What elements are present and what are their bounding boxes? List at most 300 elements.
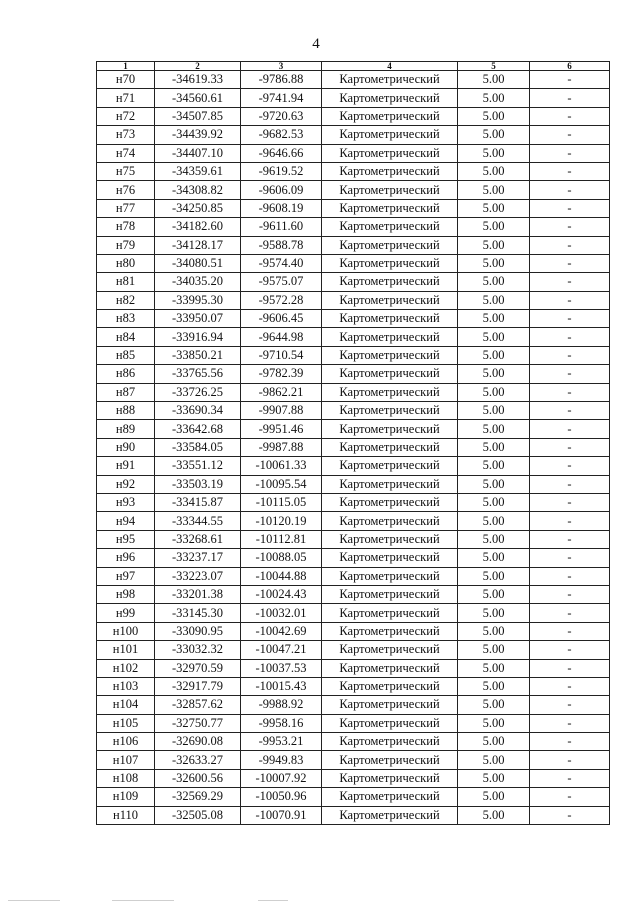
note-cell: - (530, 788, 610, 806)
y-coordinate-cell: -9951.46 (241, 420, 322, 438)
note-cell: - (530, 126, 610, 144)
method-cell: Картометрический (322, 126, 458, 144)
y-coordinate-cell: -9720.63 (241, 107, 322, 125)
note-cell: - (530, 567, 610, 585)
y-coordinate-cell: -9958.16 (241, 714, 322, 732)
table-header-row (97, 62, 610, 71)
point-id-cell: н91 (97, 457, 155, 475)
method-cell: Картометрический (322, 291, 458, 309)
table-body (97, 71, 610, 825)
x-coordinate-cell: -32569.29 (155, 788, 241, 806)
accuracy-cell: 5.00 (458, 438, 530, 456)
table-row (97, 365, 610, 383)
method-cell: Картометрический (322, 310, 458, 328)
note-cell: - (530, 475, 610, 493)
table-row (97, 677, 610, 695)
note-cell: - (530, 402, 610, 420)
y-coordinate-cell: -10095.54 (241, 475, 322, 493)
x-coordinate-cell: -34308.82 (155, 181, 241, 199)
accuracy-cell: 5.00 (458, 402, 530, 420)
y-coordinate-cell: -9575.07 (241, 273, 322, 291)
table-row (97, 567, 610, 585)
table-row (97, 346, 610, 364)
point-id-cell: н110 (97, 806, 155, 824)
x-coordinate-cell: -34407.10 (155, 144, 241, 162)
accuracy-cell: 5.00 (458, 236, 530, 254)
table-row (97, 696, 610, 714)
x-coordinate-cell: -33503.19 (155, 475, 241, 493)
point-id-cell: н95 (97, 530, 155, 548)
point-id-cell: н105 (97, 714, 155, 732)
x-coordinate-cell: -32690.08 (155, 733, 241, 751)
note-cell: - (530, 769, 610, 787)
point-id-cell: н96 (97, 549, 155, 567)
x-coordinate-cell: -32970.59 (155, 659, 241, 677)
accuracy-cell: 5.00 (458, 677, 530, 695)
accuracy-cell: 5.00 (458, 788, 530, 806)
y-coordinate-cell: -10061.33 (241, 457, 322, 475)
table-row (97, 162, 610, 180)
table-row (97, 641, 610, 659)
page-edge-mark (8, 900, 60, 901)
y-coordinate-cell: -10007.92 (241, 769, 322, 787)
x-coordinate-cell: -33584.05 (155, 438, 241, 456)
accuracy-cell: 5.00 (458, 273, 530, 291)
point-id-cell: н97 (97, 567, 155, 585)
point-id-cell: н70 (97, 71, 155, 89)
accuracy-cell: 5.00 (458, 254, 530, 272)
accuracy-cell: 5.00 (458, 604, 530, 622)
coordinates-table (96, 61, 610, 825)
note-cell: - (530, 236, 610, 254)
x-coordinate-cell: -33642.68 (155, 420, 241, 438)
point-id-cell: н81 (97, 273, 155, 291)
y-coordinate-cell: -9786.88 (241, 71, 322, 89)
y-coordinate-cell: -9710.54 (241, 346, 322, 364)
table-row (97, 512, 610, 530)
note-cell: - (530, 89, 610, 107)
point-id-cell: н83 (97, 310, 155, 328)
method-cell: Картометрический (322, 71, 458, 89)
method-cell: Картометрический (322, 383, 458, 401)
x-coordinate-cell: -32917.79 (155, 677, 241, 695)
method-cell: Картометрический (322, 107, 458, 125)
accuracy-cell: 5.00 (458, 126, 530, 144)
table-row (97, 530, 610, 548)
point-id-cell: н75 (97, 162, 155, 180)
y-coordinate-cell: -10050.96 (241, 788, 322, 806)
note-cell: - (530, 585, 610, 603)
table-row (97, 144, 610, 162)
point-id-cell: н78 (97, 218, 155, 236)
note-cell: - (530, 714, 610, 732)
method-cell: Картометрический (322, 677, 458, 695)
point-id-cell: н88 (97, 402, 155, 420)
accuracy-cell: 5.00 (458, 641, 530, 659)
y-coordinate-cell: -9608.19 (241, 199, 322, 217)
accuracy-cell: 5.00 (458, 365, 530, 383)
page-number: 4 (312, 36, 320, 52)
x-coordinate-cell: -33145.30 (155, 604, 241, 622)
x-coordinate-cell: -33995.30 (155, 291, 241, 309)
x-coordinate-cell: -33268.61 (155, 530, 241, 548)
x-coordinate-cell: -34507.85 (155, 107, 241, 125)
table-row (97, 714, 610, 732)
method-cell: Картометрический (322, 769, 458, 787)
table-row (97, 806, 610, 824)
method-cell: Картометрический (322, 402, 458, 420)
note-cell: - (530, 696, 610, 714)
method-cell: Картометрический (322, 641, 458, 659)
note-cell: - (530, 199, 610, 217)
method-cell: Картометрический (322, 585, 458, 603)
note-cell: - (530, 438, 610, 456)
x-coordinate-cell: -33090.95 (155, 622, 241, 640)
point-id-cell: н73 (97, 126, 155, 144)
y-coordinate-cell: -9907.88 (241, 402, 322, 420)
y-coordinate-cell: -9741.94 (241, 89, 322, 107)
method-cell: Картометрический (322, 567, 458, 585)
table-row (97, 475, 610, 493)
accuracy-cell: 5.00 (458, 659, 530, 677)
note-cell: - (530, 107, 610, 125)
table-row (97, 291, 610, 309)
method-cell: Картометрический (322, 659, 458, 677)
point-id-cell: н93 (97, 493, 155, 511)
y-coordinate-cell: -9953.21 (241, 733, 322, 751)
column-header: 4 (322, 62, 458, 71)
y-coordinate-cell: -9619.52 (241, 162, 322, 180)
y-coordinate-cell: -10015.43 (241, 677, 322, 695)
x-coordinate-cell: -33726.25 (155, 383, 241, 401)
note-cell: - (530, 530, 610, 548)
point-id-cell: н80 (97, 254, 155, 272)
accuracy-cell: 5.00 (458, 512, 530, 530)
point-id-cell: н90 (97, 438, 155, 456)
accuracy-cell: 5.00 (458, 71, 530, 89)
x-coordinate-cell: -33032.32 (155, 641, 241, 659)
point-id-cell: н94 (97, 512, 155, 530)
method-cell: Картометрический (322, 493, 458, 511)
x-coordinate-cell: -34035.20 (155, 273, 241, 291)
table-row (97, 273, 610, 291)
y-coordinate-cell: -9606.09 (241, 181, 322, 199)
column-header: 6 (530, 62, 610, 71)
method-cell: Картометрический (322, 751, 458, 769)
x-coordinate-cell: -34182.60 (155, 218, 241, 236)
table-row (97, 457, 610, 475)
y-coordinate-cell: -9782.39 (241, 365, 322, 383)
table-row (97, 107, 610, 125)
x-coordinate-cell: -33850.21 (155, 346, 241, 364)
y-coordinate-cell: -10047.21 (241, 641, 322, 659)
accuracy-cell: 5.00 (458, 475, 530, 493)
point-id-cell: н102 (97, 659, 155, 677)
y-coordinate-cell: -9644.98 (241, 328, 322, 346)
method-cell: Картометрический (322, 420, 458, 438)
method-cell: Картометрический (322, 199, 458, 217)
method-cell: Картометрический (322, 549, 458, 567)
note-cell: - (530, 549, 610, 567)
column-header: 2 (155, 62, 241, 71)
table-row (97, 585, 610, 603)
y-coordinate-cell: -10120.19 (241, 512, 322, 530)
method-cell: Картометрический (322, 218, 458, 236)
point-id-cell: н71 (97, 89, 155, 107)
method-cell: Картометрический (322, 714, 458, 732)
x-coordinate-cell: -33690.34 (155, 402, 241, 420)
note-cell: - (530, 457, 610, 475)
y-coordinate-cell: -10070.91 (241, 806, 322, 824)
column-header: 1 (97, 62, 155, 71)
y-coordinate-cell: -9572.28 (241, 291, 322, 309)
table-row (97, 549, 610, 567)
table-row (97, 733, 610, 751)
method-cell: Картометрический (322, 181, 458, 199)
note-cell: - (530, 383, 610, 401)
y-coordinate-cell: -10088.05 (241, 549, 322, 567)
accuracy-cell: 5.00 (458, 585, 530, 603)
y-coordinate-cell: -10112.81 (241, 530, 322, 548)
method-cell: Картометрический (322, 604, 458, 622)
note-cell: - (530, 218, 610, 236)
method-cell: Картометрический (322, 162, 458, 180)
point-id-cell: н104 (97, 696, 155, 714)
note-cell: - (530, 733, 610, 751)
x-coordinate-cell: -32633.27 (155, 751, 241, 769)
method-cell: Картометрический (322, 696, 458, 714)
table-row (97, 254, 610, 272)
note-cell: - (530, 751, 610, 769)
note-cell: - (530, 622, 610, 640)
x-coordinate-cell: -32750.77 (155, 714, 241, 732)
x-coordinate-cell: -33344.55 (155, 512, 241, 530)
note-cell: - (530, 493, 610, 511)
x-coordinate-cell: -34080.51 (155, 254, 241, 272)
method-cell: Картометрический (322, 475, 458, 493)
table-row (97, 236, 610, 254)
table-row (97, 310, 610, 328)
method-cell: Картометрический (322, 346, 458, 364)
point-id-cell: н109 (97, 788, 155, 806)
accuracy-cell: 5.00 (458, 733, 530, 751)
x-coordinate-cell: -34250.85 (155, 199, 241, 217)
table-row (97, 659, 610, 677)
table-row (97, 199, 610, 217)
accuracy-cell: 5.00 (458, 346, 530, 364)
accuracy-cell: 5.00 (458, 696, 530, 714)
table-row (97, 420, 610, 438)
point-id-cell: н77 (97, 199, 155, 217)
accuracy-cell: 5.00 (458, 493, 530, 511)
note-cell: - (530, 310, 610, 328)
method-cell: Картометрический (322, 273, 458, 291)
table-row (97, 751, 610, 769)
accuracy-cell: 5.00 (458, 383, 530, 401)
method-cell: Картометрический (322, 806, 458, 824)
method-cell: Картометрический (322, 788, 458, 806)
y-coordinate-cell: -9988.92 (241, 696, 322, 714)
x-coordinate-cell: -33415.87 (155, 493, 241, 511)
page-edge-mark (258, 900, 288, 901)
point-id-cell: н103 (97, 677, 155, 695)
method-cell: Картометрический (322, 733, 458, 751)
accuracy-cell: 5.00 (458, 457, 530, 475)
x-coordinate-cell: -32600.56 (155, 769, 241, 787)
note-cell: - (530, 71, 610, 89)
method-cell: Картометрический (322, 236, 458, 254)
point-id-cell: н106 (97, 733, 155, 751)
table-row (97, 71, 610, 89)
table-row (97, 126, 610, 144)
accuracy-cell: 5.00 (458, 181, 530, 199)
note-cell: - (530, 346, 610, 364)
point-id-cell: н87 (97, 383, 155, 401)
method-cell: Картометрический (322, 144, 458, 162)
method-cell: Картометрический (322, 328, 458, 346)
y-coordinate-cell: -10044.88 (241, 567, 322, 585)
table-row (97, 89, 610, 107)
accuracy-cell: 5.00 (458, 530, 530, 548)
note-cell: - (530, 291, 610, 309)
table-row (97, 769, 610, 787)
accuracy-cell: 5.00 (458, 107, 530, 125)
note-cell: - (530, 659, 610, 677)
point-id-cell: н100 (97, 622, 155, 640)
y-coordinate-cell: -9606.45 (241, 310, 322, 328)
page-edge-mark (112, 900, 174, 901)
table-row (97, 438, 610, 456)
note-cell: - (530, 273, 610, 291)
accuracy-cell: 5.00 (458, 549, 530, 567)
accuracy-cell: 5.00 (458, 144, 530, 162)
y-coordinate-cell: -9682.53 (241, 126, 322, 144)
x-coordinate-cell: -33223.07 (155, 567, 241, 585)
note-cell: - (530, 677, 610, 695)
accuracy-cell: 5.00 (458, 567, 530, 585)
x-coordinate-cell: -32505.08 (155, 806, 241, 824)
accuracy-cell: 5.00 (458, 218, 530, 236)
x-coordinate-cell: -34560.61 (155, 89, 241, 107)
point-id-cell: н79 (97, 236, 155, 254)
table-row (97, 622, 610, 640)
note-cell: - (530, 328, 610, 346)
table-row (97, 493, 610, 511)
method-cell: Картометрический (322, 457, 458, 475)
table-row (97, 218, 610, 236)
x-coordinate-cell: -34439.92 (155, 126, 241, 144)
point-id-cell: н92 (97, 475, 155, 493)
x-coordinate-cell: -33765.56 (155, 365, 241, 383)
x-coordinate-cell: -33950.07 (155, 310, 241, 328)
note-cell: - (530, 365, 610, 383)
note-cell: - (530, 254, 610, 272)
x-coordinate-cell: -33551.12 (155, 457, 241, 475)
x-coordinate-cell: -32857.62 (155, 696, 241, 714)
y-coordinate-cell: -10024.43 (241, 585, 322, 603)
x-coordinate-cell: -33916.94 (155, 328, 241, 346)
y-coordinate-cell: -9987.88 (241, 438, 322, 456)
accuracy-cell: 5.00 (458, 751, 530, 769)
table-row (97, 402, 610, 420)
accuracy-cell: 5.00 (458, 89, 530, 107)
y-coordinate-cell: -9949.83 (241, 751, 322, 769)
point-id-cell: н86 (97, 365, 155, 383)
point-id-cell: н108 (97, 769, 155, 787)
note-cell: - (530, 162, 610, 180)
table-row (97, 181, 610, 199)
accuracy-cell: 5.00 (458, 622, 530, 640)
point-id-cell: н99 (97, 604, 155, 622)
y-coordinate-cell: -10115.05 (241, 493, 322, 511)
x-coordinate-cell: -33237.17 (155, 549, 241, 567)
y-coordinate-cell: -9588.78 (241, 236, 322, 254)
method-cell: Картометрический (322, 622, 458, 640)
column-header: 3 (241, 62, 322, 71)
table-row (97, 604, 610, 622)
x-coordinate-cell: -34128.17 (155, 236, 241, 254)
x-coordinate-cell: -33201.38 (155, 585, 241, 603)
point-id-cell: н84 (97, 328, 155, 346)
accuracy-cell: 5.00 (458, 310, 530, 328)
method-cell: Картометрический (322, 365, 458, 383)
y-coordinate-cell: -10032.01 (241, 604, 322, 622)
method-cell: Картометрический (322, 254, 458, 272)
note-cell: - (530, 641, 610, 659)
point-id-cell: н74 (97, 144, 155, 162)
y-coordinate-cell: -9611.60 (241, 218, 322, 236)
point-id-cell: н82 (97, 291, 155, 309)
note-cell: - (530, 512, 610, 530)
point-id-cell: н101 (97, 641, 155, 659)
accuracy-cell: 5.00 (458, 328, 530, 346)
accuracy-cell: 5.00 (458, 806, 530, 824)
method-cell: Картометрический (322, 512, 458, 530)
note-cell: - (530, 181, 610, 199)
y-coordinate-cell: -9862.21 (241, 383, 322, 401)
note-cell: - (530, 604, 610, 622)
y-coordinate-cell: -9646.66 (241, 144, 322, 162)
x-coordinate-cell: -34359.61 (155, 162, 241, 180)
method-cell: Картометрический (322, 89, 458, 107)
y-coordinate-cell: -10037.53 (241, 659, 322, 677)
point-id-cell: н85 (97, 346, 155, 364)
point-id-cell: н98 (97, 585, 155, 603)
y-coordinate-cell: -9574.40 (241, 254, 322, 272)
point-id-cell: н107 (97, 751, 155, 769)
method-cell: Картометрический (322, 438, 458, 456)
point-id-cell: н89 (97, 420, 155, 438)
note-cell: - (530, 806, 610, 824)
note-cell: - (530, 144, 610, 162)
note-cell: - (530, 420, 610, 438)
accuracy-cell: 5.00 (458, 291, 530, 309)
table-row (97, 383, 610, 401)
accuracy-cell: 5.00 (458, 162, 530, 180)
accuracy-cell: 5.00 (458, 714, 530, 732)
y-coordinate-cell: -10042.69 (241, 622, 322, 640)
method-cell: Картометрический (322, 530, 458, 548)
table-row (97, 328, 610, 346)
point-id-cell: н76 (97, 181, 155, 199)
accuracy-cell: 5.00 (458, 769, 530, 787)
table-row (97, 788, 610, 806)
x-coordinate-cell: -34619.33 (155, 71, 241, 89)
accuracy-cell: 5.00 (458, 199, 530, 217)
accuracy-cell: 5.00 (458, 420, 530, 438)
point-id-cell: н72 (97, 107, 155, 125)
column-header: 5 (458, 62, 530, 71)
